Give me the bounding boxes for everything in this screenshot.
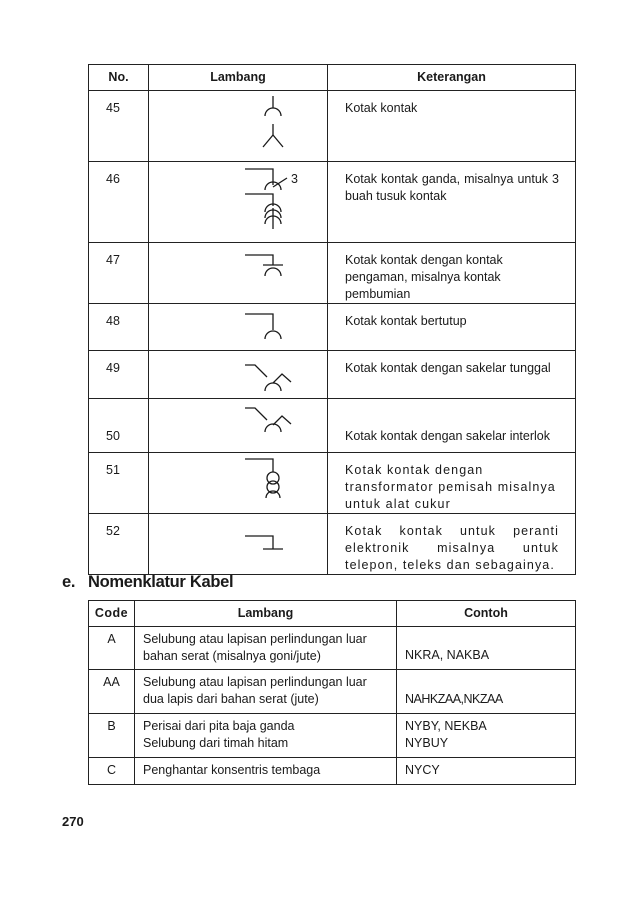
symbol-cell [149,304,328,351]
symbol-cell [149,91,328,162]
cable-example [397,670,576,714]
row-number: 50 [89,399,149,453]
header-description: Keterangan [328,65,576,91]
cable-example-line: NYBUY [405,736,449,750]
symbol-label: 3 [291,172,298,186]
symbol-cell [149,162,328,243]
symbol-cell [149,453,328,514]
header-symbol: Lambang [135,601,397,627]
row-description: Kotak kontak dengan sakelar tunggal [328,351,576,399]
header-symbol: Lambang [149,65,328,91]
cable-description-line: bahan serat (misalnya goni/jute) [143,649,321,663]
cable-example [397,758,576,785]
row-description: Kotak kontak untuk peranti elektronik misalnya untuk telepon, teleks dan sebagainya. [328,514,576,575]
row-number: 45 [89,91,149,162]
table-row [89,514,576,575]
symbol-cell [149,514,328,575]
page-number: 270 [62,814,84,829]
socket-outlet-icon [149,91,327,162]
table-row [89,304,576,351]
symbol-table [88,64,576,575]
socket-with-switch-icon [149,351,327,399]
cable-description [135,627,397,670]
section-heading [62,573,233,592]
cable-description-line: Selubung dari timah hitam [143,736,289,750]
cable-code: A [89,627,135,670]
row-description: Kotak kontak bertutup [328,304,576,351]
row-number: 49 [89,351,149,399]
row-number: 48 [89,304,149,351]
cable-code: C [89,758,135,785]
multiple-socket-outlet-icon [149,162,327,243]
row-number: 46 [89,162,149,243]
cable-code: AA [89,670,135,714]
row-number: 47 [89,243,149,304]
cable-example [397,627,576,670]
table-row [89,714,576,758]
cable-table [88,600,576,785]
header-example: Contoh [397,601,576,627]
cable-description-line: Perisai dari pita baja ganda [143,719,295,733]
cable-description [135,758,397,785]
covered-socket-outlet-icon [149,304,327,351]
cable-description [135,670,397,714]
cable-example-line: NYCY [405,763,440,777]
socket-with-isolating-transformer-icon [149,453,327,502]
section-title: Nomenklatur Kabel [88,573,234,591]
header-code: Code [89,601,135,627]
table-row [89,351,576,399]
table-row [89,243,576,304]
cable-description [135,714,397,758]
table-row [89,453,576,514]
telecom-outlet-icon [149,514,327,575]
cable-code: B [89,714,135,758]
table-row [89,758,576,785]
symbol-cell [149,351,328,399]
cable-description-line: Selubung atau lapisan perlindungan luar [143,632,367,646]
table-row [89,162,576,243]
cable-example-line: NYBY, NEKBA [405,719,487,733]
symbol-table-header [89,65,576,91]
row-description: Kotak kontak dengan sakelar interlok [328,399,576,453]
cable-description-line: Selubung atau lapisan perlindungan luar [143,675,367,689]
row-number: 51 [89,453,149,514]
cable-example-line: NAHKZAA,NKZAA [405,692,503,706]
symbol-cell [149,399,328,453]
row-description: Kotak kontak [328,91,576,162]
row-description: Kotak kontak dengan kontak pengaman, misalnya kontak pembumian [328,243,576,304]
section-letter: e. [62,573,76,591]
header-no: No. [89,65,149,91]
row-number: 52 [89,514,149,575]
table-row [89,399,576,453]
table-row [89,627,576,670]
cable-table-header [89,601,576,627]
earthed-socket-outlet-icon [149,243,327,292]
cable-example [397,714,576,758]
symbol-cell [149,243,328,304]
table-row [89,91,576,162]
row-description: Kotak kontak dengan transformator pemisah misalnya untuk alat cukur [328,453,576,514]
table-row [89,670,576,714]
cable-example-line: NKRA, NAKBA [405,648,490,662]
cable-description-line: dua lapis dari bahan serat (jute) [143,692,319,706]
socket-with-interlock-switch-icon [149,399,327,453]
row-description: Kotak kontak ganda, misalnya untuk 3 buah tusuk kontak [328,162,576,243]
cable-description-line: Penghantar konsentris tembaga [143,763,321,777]
